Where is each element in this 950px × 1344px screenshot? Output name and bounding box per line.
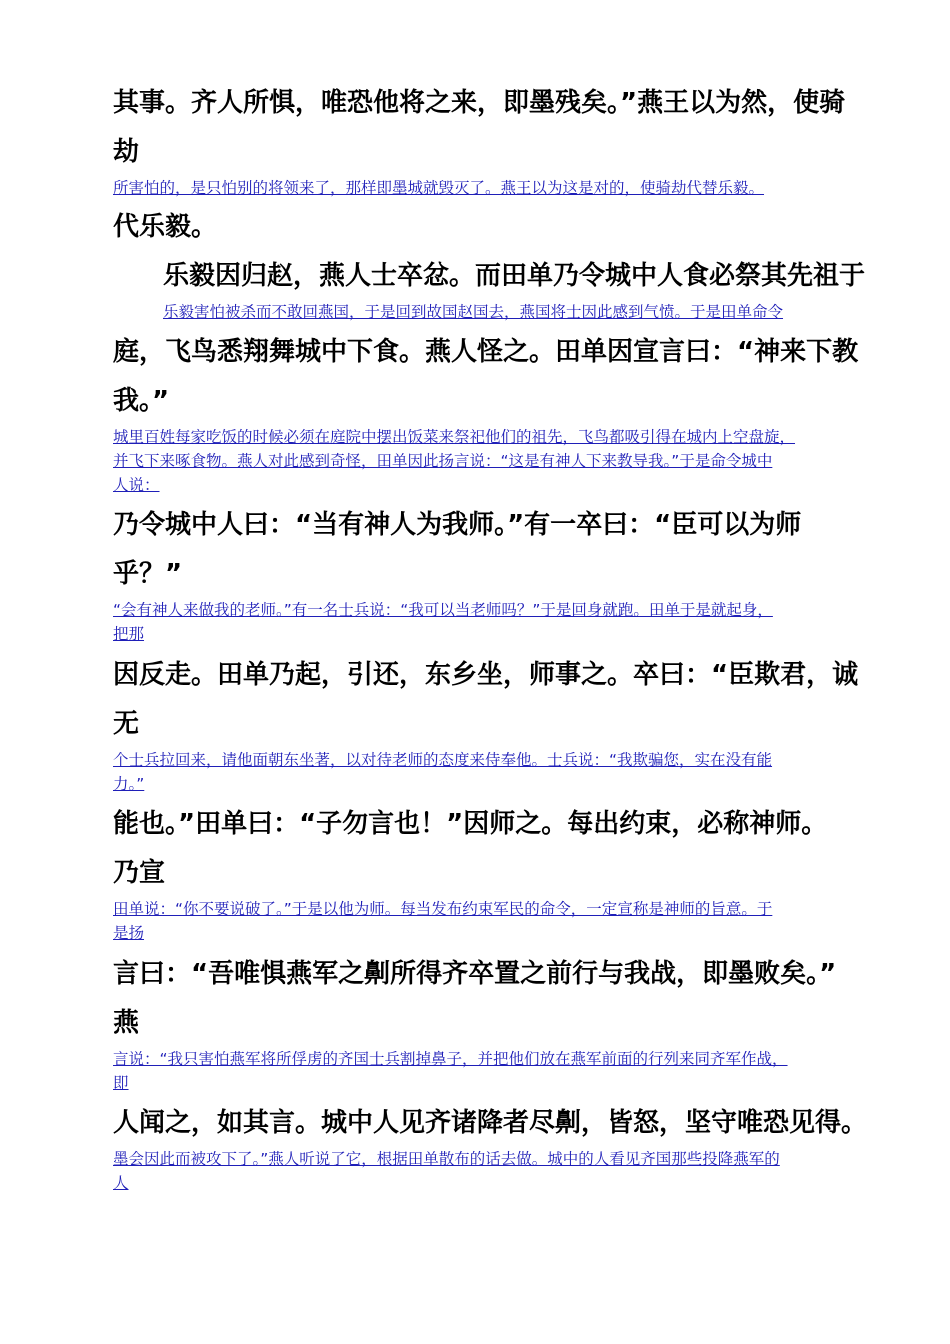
original-text-line: 我。” [113, 386, 170, 416]
original-text-line: 乐毅因归赵，燕人士卒忿。而田单乃令城中人食必祭其先祖于 [163, 261, 866, 291]
translation-link[interactable]: 人说： [113, 476, 160, 494]
translation-link[interactable]: 把那 [113, 625, 145, 643]
translation-link[interactable]: 人 [113, 1174, 129, 1192]
translation-link[interactable]: 乐毅害怕被杀而不敢回燕国，于是回到故国赵国去，燕国将士因此感到气愤。于是田单命令 [163, 303, 784, 321]
original-text-line: 其事。齐人所惧，唯恐他将之来，即墨残矣。”燕王以为然，使骑 [113, 88, 846, 118]
original-text-line: 能也。”田单曰：“子勿言也！”因师之。每出约束，必称神师。 [113, 809, 828, 839]
original-text-line: 人闻之，如其言。城中人见齐诸降者尽劓，皆怒，坚守唯恐见得。 [113, 1108, 868, 1138]
translation-link[interactable]: 并飞下来啄食物。燕人对此感到奇怪，田单因此扬言说：“这是有神人下来教导我。”于是命令城中 [113, 452, 773, 470]
original-text-line: 劫 [113, 137, 140, 167]
translation-link[interactable]: 是扬 [113, 924, 145, 942]
original-text-line: 庭，飞鸟悉翔舞城中下食。燕人怪之。田单因宣言曰：“神来下教 [113, 337, 859, 367]
original-text-line: 无 [113, 709, 140, 739]
translation-link[interactable]: 个士兵拉回来，请他面朝东坐著，以对待老师的态度来侍奉他。士兵说：“我欺骗您，实在没有能 [113, 751, 773, 769]
original-text-line: 因反走。田单乃起，引还，东乡坐，师事之。卒曰：“臣欺君，诚 [113, 660, 859, 690]
original-text-line: 代乐毅。 [113, 212, 218, 242]
original-text-line: 燕 [113, 1008, 140, 1038]
original-text-line: 乃令城中人曰：“当有神人为我师。”有一卒曰：“臣可以为师 [113, 510, 802, 540]
translation-link[interactable]: 城里百姓每家吃饭的时候必须在庭院中摆出饭菜来祭祀他们的祖先，飞鸟都吸引得在城内上空盘旋， [113, 428, 796, 446]
original-text-line: 言曰：“吾唯惧燕军之劓所得齐卒置之前行与我战，即墨败矣。” [113, 959, 837, 989]
translation-link[interactable]: 所害怕的，是只怕别的将领来了，那样即墨城就毁灭了。燕王以为这是对的，使骑劫代替乐毅。 [113, 179, 765, 197]
translation-link[interactable]: 墨会因此而被攻下了。”燕人听说了它，根据田单散布的话去做。城中的人看见齐国那些投降燕军的 [113, 1150, 780, 1168]
original-text-line: 乎？” [113, 559, 183, 589]
translation-link[interactable]: 即 [113, 1074, 129, 1092]
translation-link[interactable]: 田单说：“你不要说破了。”于是以他为师。每当发布约束军民的命令，一定宣称是神师的旨意。于 [113, 900, 773, 918]
translation-link[interactable]: “会有神人来做我的老师。”有一名士兵说：“我可以当老师吗？”于是回身就跑。田单于是就起身， [113, 601, 773, 619]
translation-link[interactable]: 言说：“我只害怕燕军将所俘虏的齐国士兵割掉鼻子，并把他们放在燕军前面的行列来同齐军作战， [113, 1050, 788, 1068]
translation-link[interactable]: 力。” [113, 775, 145, 793]
original-text-line: 乃宣 [113, 858, 166, 888]
